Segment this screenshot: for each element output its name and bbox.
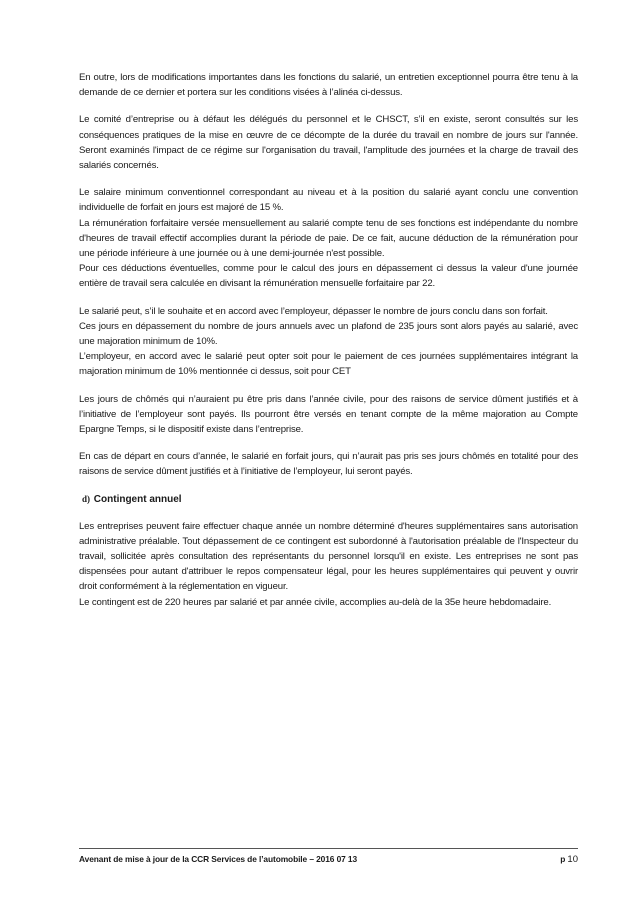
paragraph-contingent-heures-sup: Les entreprises peuvent faire effectuer chaque année un nombre déterminé d'heures supplémentaires sans autorisation administrative préalable. Tout dépassement de ce contingent est subordonné à l'autorisation préalable de l'Inspecteur du travail, sollicitée après consultation des représentants du personnel lorsqu'il en existe. Les entreprises ne sont pas dispensées pour autant d'attribuer le repos compensateur légal, pour les heures supplémentaires qui peuvent y ouvrir droit conformément à la réglementation en vigueur. <box>79 520 578 593</box>
page-prefix: p <box>560 854 566 864</box>
paragraph-gap <box>79 100 578 112</box>
paragraph-gap <box>79 507 578 519</box>
page-number-value: 10 <box>567 854 578 865</box>
document-body <box>79 70 578 610</box>
section-number: d) <box>82 493 91 504</box>
paragraph-contingent-220-heures: Le contingent est de 220 heures par salarié et par année civile, accomplies au-delà de la 35e heure hebdomadaire. <box>79 596 552 608</box>
paragraph-comite-entreprise: Le comité d’entreprise ou à défaut les délégués du personnel et le CHSCT, s’il en existe, seront consultés sur les conséquences pratiques de la mise en œuvre de ce décompte de la durée du travail en nombre de jours sur l'année. Seront examinés l'impact de ce régime sur l'organisation du travail, l'amplitude des journées et la charge de travail des salariés concernés. <box>79 114 578 172</box>
section-title: Contingent annuel <box>93 493 182 505</box>
paragraph-gap <box>79 292 578 304</box>
paragraph-remuneration-forfaitaire: La rémunération forfaitaire versée mensuellement au salarié compte tenu de ses fonctions est indépendante du nombre d'heures de travail effectif accomplies durant la période de paie. De ce fait, aucune déduction de la rémunération pour une période inférieure à une journée ou à une demi-journée n'est possible. <box>79 217 578 260</box>
paragraph-option-employeur: L’employeur, en accord avec le salarié peut opter soit pour le paiement de ces journées supplémentaires intégrant la majoration minimum de 10% mentionnée ci dessus, soit pour CET <box>79 351 578 378</box>
page-footer <box>79 852 578 866</box>
paragraph-salaire-minimum: Le salaire minimum conventionnel correspondant au niveau et à la position du salarié ayant conclu une convention individuelle de forfait en jours est majoré de 15 %. <box>79 187 578 214</box>
paragraph-plafond-jours: Ces jours en dépassement du nombre de jours annuels avec un plafond de 235 jours sont alors payés au salarié, avec une majoration minimum de 10%. <box>79 320 578 348</box>
footer-rule <box>79 848 578 849</box>
paragraph-depassement-forfait: Le salarié peut, s’il le souhaite et en accord avec l’employeur, dépasser le nombre de jours conclu dans son forfait. <box>79 305 548 317</box>
section-heading <box>79 492 578 507</box>
paragraph-jours-chomes: Les jours de chômés qui n’auraient pu être pris dans l’année civile, pour des raisons de service dûment justifiés et à l’initiative de l’employeur sont payés. Ils pourront être versés en tenant compte de la même majoration au Compte Epargne Temps, si le dispositif existe dans l’entreprise. <box>79 393 578 436</box>
paragraph-deductions: Pour ces déductions éventuelles, comme pour le calcul des jours en dépassement ci dessus la valeur d'une journée entière de travail sera calculée en divisant la rémunération mensuelle forfaitaire par 22. <box>79 263 578 290</box>
paragraph-gap <box>79 480 578 492</box>
page-number <box>560 852 578 867</box>
paragraph-gap <box>79 437 578 449</box>
footer-document-title: Avenant de mise à jour de la CCR Services de l’automobile – 2016 07 13 <box>79 854 358 864</box>
paragraph-depart-en-cours: En cas de départ en cours d’année, le salarié en forfait jours, qui n’aurait pas pris ses jours chômés en totalité pour des raisons de service dûment justifiés et à l’initiative de l’employeur, lui seront payés. <box>79 451 578 478</box>
paragraph-entretien-exceptionnel: En outre, lors de modifications importantes dans les fonctions du salarié, un entretien exceptionnel pourra être tenu à la demande de ce dernier et portera sur les conditions visées à l’alinéa ci-dessus. <box>79 72 578 99</box>
paragraph-gap <box>79 380 578 392</box>
paragraph-gap <box>79 173 578 185</box>
